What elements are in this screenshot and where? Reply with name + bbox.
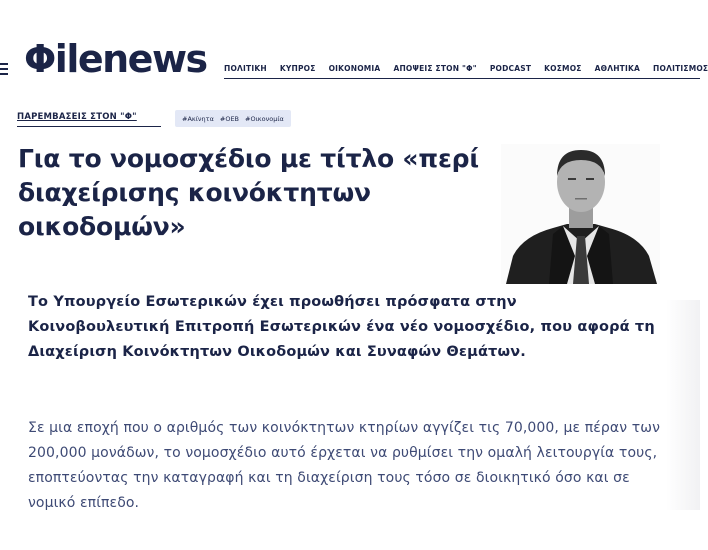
- nav-divider: [224, 78, 700, 79]
- tag-oeb[interactable]: #ΟΕΒ: [219, 114, 240, 123]
- menu-toggle-icon[interactable]: [0, 63, 8, 78]
- tag-list: [175, 110, 291, 127]
- nav-item-politiki[interactable]: ΠΟΛΙΤΙΚΗ: [224, 64, 267, 73]
- category-underline: [17, 126, 161, 127]
- nav-item-athlitika[interactable]: ΑΘΛΗΤΙΚΑ: [594, 64, 641, 73]
- main-navigation: [224, 64, 708, 73]
- site-logo[interactable]: Φilenews: [24, 37, 207, 81]
- article-title: Για το νομοσχέδιο με τίτλο «περί διαχείρισης κοινόκτητων οικοδομών»: [18, 144, 479, 241]
- edge-shadow: [666, 300, 700, 510]
- article-category-link[interactable]: ΠΑΡΕΜΒΑΣΕΙΣ ΣΤΟΝ "Φ": [17, 112, 137, 122]
- nav-item-politismos[interactable]: ΠΟΛΙΤΙΣΜΟΣ: [653, 64, 708, 73]
- nav-item-apopseis[interactable]: ΑΠΟΨΕΙΣ ΣΤΟΝ "Φ": [393, 64, 477, 73]
- tag-akinita[interactable]: #Ακίνητα: [182, 114, 214, 123]
- tag-oikonomia[interactable]: #Οικονομία: [245, 114, 284, 123]
- author-photo: [501, 144, 660, 284]
- nav-item-kypros[interactable]: ΚΥΠΡΟΣ: [279, 64, 316, 73]
- nav-item-kosmos[interactable]: ΚΟΣΜΟΣ: [544, 64, 582, 73]
- nav-item-podcast[interactable]: PODCAST: [489, 64, 532, 73]
- article-body-paragraph: Σε μια εποχή που ο αριθμός των κοινόκτητων κτηρίων αγγίζει τις 70,000, με πέραν των 200,000 μονάδων, το νομοσχέδιο αυτό έρχεται να ρυθμίσει την ομαλή λειτουργία τους, εποπτεύοντας την καταγραφή και τη διαχείριση τους τόσο σε διοικητικό όσο και σε νομικό επίπεδο.: [28, 420, 660, 511]
- nav-item-oikonomia[interactable]: ΟΙΚΟΝΟΜΙΑ: [328, 64, 381, 73]
- article-lead: Το Υπουργείο Εσωτερικών έχει προωθήσει πρόσφατα στην Κοινοβουλευτική Επιτροπή Εσωτερικών ένα νέο νομοσχέδιο, που αφορά τη Διαχείριση Κοινόκτητων Οικοδομών και Συναφών Θεμάτων.: [28, 294, 655, 360]
